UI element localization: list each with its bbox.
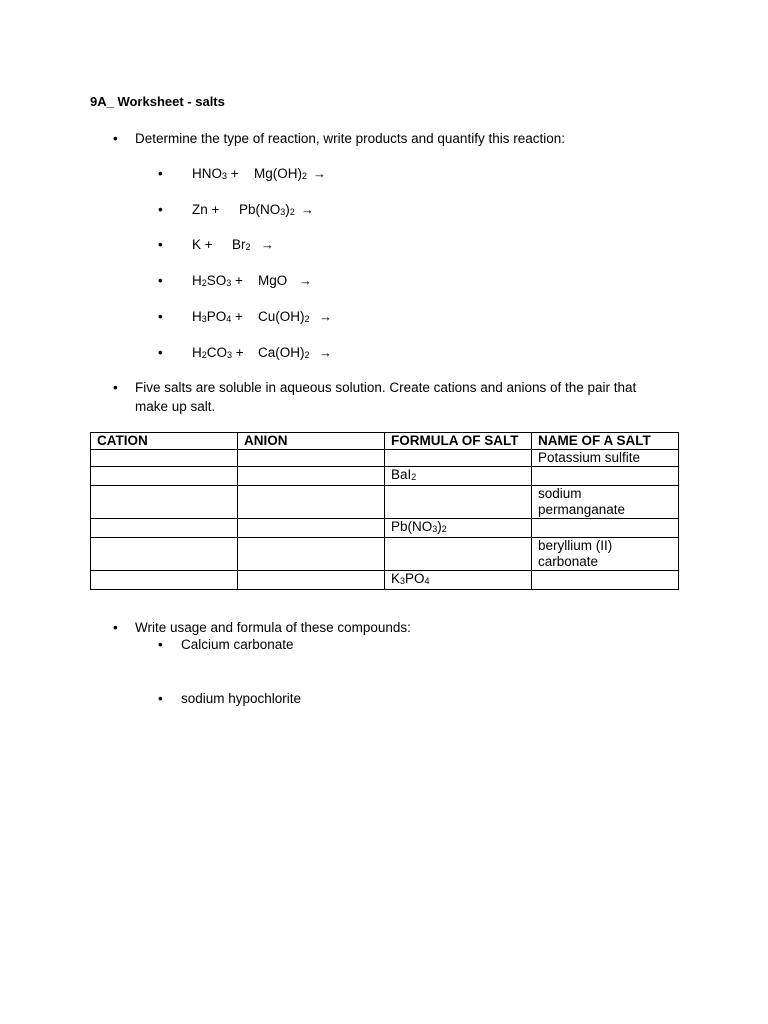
task1-bullet bbox=[113, 129, 565, 148]
bullet-icon: • bbox=[158, 637, 163, 652]
header-cation: CATION bbox=[91, 433, 238, 450]
equation-reactant-2: $Br_2$ bbox=[232, 237, 251, 252]
table-row bbox=[91, 486, 679, 519]
bullet-icon: • bbox=[158, 273, 163, 288]
bullet-icon: • bbox=[113, 380, 118, 395]
arrow-icon: → bbox=[319, 309, 332, 324]
table-row bbox=[91, 450, 679, 467]
formula-cell: $K_3PO_4$ bbox=[385, 571, 532, 590]
name-cell: sodium permanganate bbox=[532, 486, 679, 519]
task2-text: Five salts are soluble in aqueous solution. Create cations and anions of the pair that make up salt. bbox=[135, 380, 637, 414]
header-anion: ANION bbox=[238, 433, 385, 450]
equation-reactant-1: $HNO_3$ + bbox=[192, 166, 239, 181]
formula-cell[interactable] bbox=[385, 538, 532, 571]
bullet-icon: • bbox=[113, 131, 118, 146]
equation-reactant-1: $H_2SO_3$ + bbox=[192, 273, 243, 288]
cation-cell[interactable] bbox=[91, 538, 238, 571]
compound-item bbox=[158, 690, 301, 708]
arrow-icon: → bbox=[319, 345, 332, 360]
compound-label: Calcium carbonate bbox=[181, 637, 294, 652]
arrow-icon: → bbox=[299, 273, 312, 288]
formula-cell[interactable] bbox=[385, 450, 532, 467]
bullet-icon: • bbox=[158, 309, 163, 324]
anion-cell[interactable] bbox=[238, 571, 385, 590]
formula-cell: $Pb(NO_3)_2$ bbox=[385, 519, 532, 538]
cation-cell[interactable] bbox=[91, 467, 238, 486]
name-cell[interactable] bbox=[532, 519, 679, 538]
bullet-icon: • bbox=[158, 345, 163, 360]
bullet-icon: • bbox=[113, 620, 118, 635]
equation-reactant-2: $Pb(NO_3)_2$ bbox=[239, 202, 295, 217]
salts-table bbox=[90, 432, 679, 590]
task1-text: Determine the type of reaction, write products and quantify this reaction: bbox=[135, 131, 565, 146]
table-row bbox=[91, 538, 679, 571]
equation-reactant-2: $Ca(OH)_2$ bbox=[258, 345, 310, 360]
equation-reactant-2: $Mg(OH)_2$ bbox=[254, 166, 308, 181]
name-cell[interactable] bbox=[532, 467, 679, 486]
task3-bullet bbox=[113, 618, 411, 637]
bullet-icon: • bbox=[158, 166, 163, 181]
bullet-icon: • bbox=[158, 202, 163, 217]
cation-cell[interactable] bbox=[91, 450, 238, 467]
name-cell: Potassium sulfite bbox=[532, 450, 679, 467]
table-row bbox=[91, 467, 679, 486]
table-row bbox=[91, 571, 679, 590]
equation-reactant-1: $H_2CO_3$ + bbox=[192, 345, 244, 360]
anion-cell[interactable] bbox=[238, 450, 385, 467]
cation-cell[interactable] bbox=[91, 519, 238, 538]
header-formula: FORMULA OF SALT bbox=[385, 433, 532, 450]
task2-bullet bbox=[113, 378, 636, 416]
compound-label: sodium hypochlorite bbox=[181, 691, 302, 706]
equation-reactant-2: $Cu(OH)_2$ bbox=[258, 309, 310, 324]
arrow-icon: → bbox=[301, 202, 314, 217]
compound-item bbox=[158, 636, 294, 654]
name-cell[interactable] bbox=[532, 571, 679, 590]
anion-cell[interactable] bbox=[238, 538, 385, 571]
anion-cell[interactable] bbox=[238, 519, 385, 538]
formula-cell[interactable] bbox=[385, 486, 532, 519]
cation-cell[interactable] bbox=[91, 486, 238, 519]
cation-cell[interactable] bbox=[91, 571, 238, 590]
table-header-row bbox=[91, 433, 679, 450]
name-cell: beryllium (II) carbonate bbox=[532, 538, 679, 571]
equation-reactant-1: K + bbox=[192, 237, 213, 252]
bullet-icon: • bbox=[158, 237, 163, 252]
page-title: 9A_ Worksheet - salts bbox=[90, 94, 225, 109]
anion-cell[interactable] bbox=[238, 467, 385, 486]
table-row bbox=[91, 519, 679, 538]
equation-reactant-1: $H_3PO_4$ + bbox=[192, 309, 243, 324]
arrow-icon: → bbox=[313, 166, 326, 181]
arrow-icon: → bbox=[261, 237, 274, 252]
bullet-icon: • bbox=[158, 691, 163, 706]
task3-text: Write usage and formula of these compounds: bbox=[135, 620, 411, 635]
anion-cell[interactable] bbox=[238, 486, 385, 519]
equation-reactant-2: MgO bbox=[258, 273, 288, 288]
formula-cell: BaI$_2$ bbox=[385, 467, 532, 486]
header-name: NAME OF A SALT bbox=[532, 433, 679, 450]
equation-reactant-1: Zn + bbox=[192, 202, 220, 217]
